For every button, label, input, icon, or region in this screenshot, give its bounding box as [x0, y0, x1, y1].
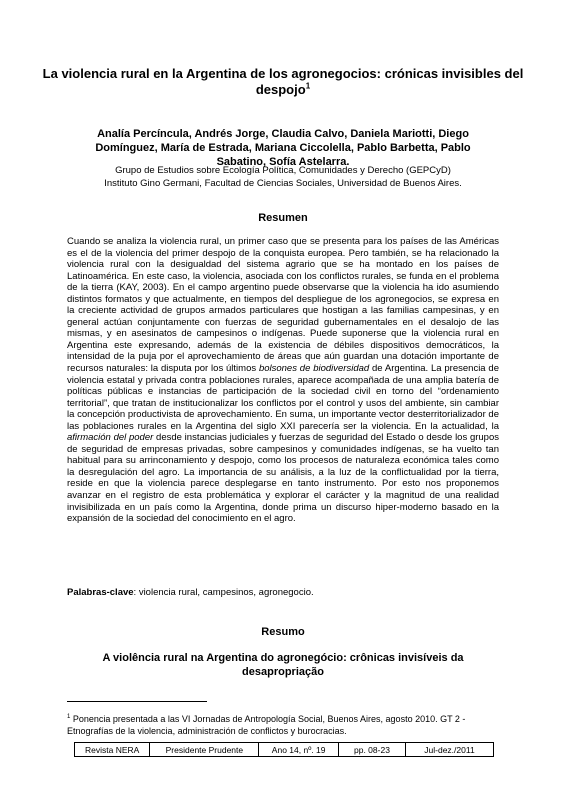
keywords-label: Palabras-clave [67, 587, 134, 598]
keywords-text: : violencia rural, campesinos, agronegocio. [133, 587, 314, 598]
footnote-mark: 1 [67, 714, 71, 720]
abstract-paragraph [67, 236, 499, 525]
portuguese-title: A violência rural na Argentina do agronegócio: crônicas invisíveis da desapropriação [102, 652, 464, 678]
resumen-heading: Resumen [258, 212, 308, 224]
abstract-italic-1: bolsones de biodiversidad [258, 363, 370, 375]
footer-date: Jul-dez./2011 [405, 743, 493, 757]
affiliation [30, 164, 536, 190]
footnote-text: Ponencia presentada a las VI Jornadas de Antropología Social, Buenos Aires, agosto 2010. GT 2 - Etnografías de la violencia, administración de conflictos y burocracias. [67, 714, 466, 736]
paper-title [40, 66, 526, 98]
abstract-part-3: desde instancias judiciales y fuerzas de seguridad del Estado o desde los grupos de seguridad de empresas privadas, sobre campesinos y comunidades indígenas, se ha vuelto tan habitual para su arrinconamiento y despojo, como los procesos de naturaleza económica tales como la desregulación del agro. La importancia de su análisis, a la luz de la conflictualidad por la tierra, reside en que la violencia parece desplegarse en tanto instrumento. Por esto nos proponemos avanzar en el registro de esta problemática y explorar el carácter y la magnitud de una realidad invisibilizada en un país como la Argentina, donde prima un discurso hiper-moderno basado en la expansión de la sociedad del conocimiento en el agro. [67, 432, 500, 525]
footnote-divider [67, 701, 207, 702]
abstract-part-2: de Argentina. La presencia de violencia estatal y privada contra poblaciones rurales, aparece acompañada de una amplia batería de políticas públicas e instancias de participación de la sociedad civil en torno del “ordenamiento territorial”, que tratan de institucionalizar los conflictos por el control y usos del ambiente, sin cambiar la concepción productivista de aprovechamiento. En suma, un importante vector desterritorializador de las poblaciones rurales en la Argentina del siglo XXI parecería ser la violencia. En la actualidad, la [67, 363, 499, 432]
abstract-italic-2: afirmación del poder [67, 432, 154, 444]
footnote [67, 711, 507, 737]
footer-city: Presidente Prudente [150, 743, 259, 757]
author-list: Analía Percíncula, Andrés Jorge, Claudia Calvo, Daniela Mariotti, Diego Domínguez, María de Estrada, Mariana Ciccolella, Pablo Barbetta, Pablo Sabatino, Sofía Astelarra. [95, 128, 471, 168]
footer-row [75, 743, 494, 757]
footer-journal: Revista NERA [75, 743, 150, 757]
abstract-body [67, 236, 499, 525]
abstract-part-1: Cuando se analiza la violencia rural, un primer caso que se presenta para los países de las Américas es el de la violencia del primer despojo de la conquista europea. Pero también, se ha relacionado la violencia rural con la desigualdad del sistema agrario que se ha montado en los países de Latinoamérica. En este caso, la violencia, asociada con los conflictos rurales, se funda en el problema de la tierra (KAY, 2003). En el campo argentino puede observarse que la violencia ha ido asumiendo distintos formatos y que actualmente, en tiempos del despliegue de los agronegocios, se expresa en la creciente actividad de grupos armados particulares que hostigan a las familias campesinas, y en general actúan conjuntamente con fuerzas de seguridad gubernamentales en el desalojo de las mismas, y en asesinatos de campesinos o indígenas. Puede suponerse que la violencia rural en Argentina este expresando, además de la existencia de débiles dispositivos democráticos, la intensidad de la puja por el aprovechamiento de áreas que aún guardan una dotación importante de recursos naturales: la disputa por los últimos [67, 236, 499, 375]
journal-footer-table [74, 742, 494, 757]
keywords [67, 587, 499, 599]
resumo-heading: Resumo [261, 626, 305, 638]
title-footnote-mark: 1 [305, 81, 311, 91]
footer-pages: pp. 08-23 [338, 743, 405, 757]
affiliation-line-1: Grupo de Estudios sobre Ecología Política, Comunidades y Derecho (GEPCyD) [115, 165, 451, 176]
title-text: La violencia rural en la Argentina de los agronegocios: crónicas invisibles del despojo [42, 66, 524, 97]
affiliation-line-2: Instituto Gino Germani, Facultad de Ciencias Sociales, Universidad de Buenos Aires. [104, 178, 462, 189]
footer-issue: Ano 14, nº. 19 [259, 743, 339, 757]
